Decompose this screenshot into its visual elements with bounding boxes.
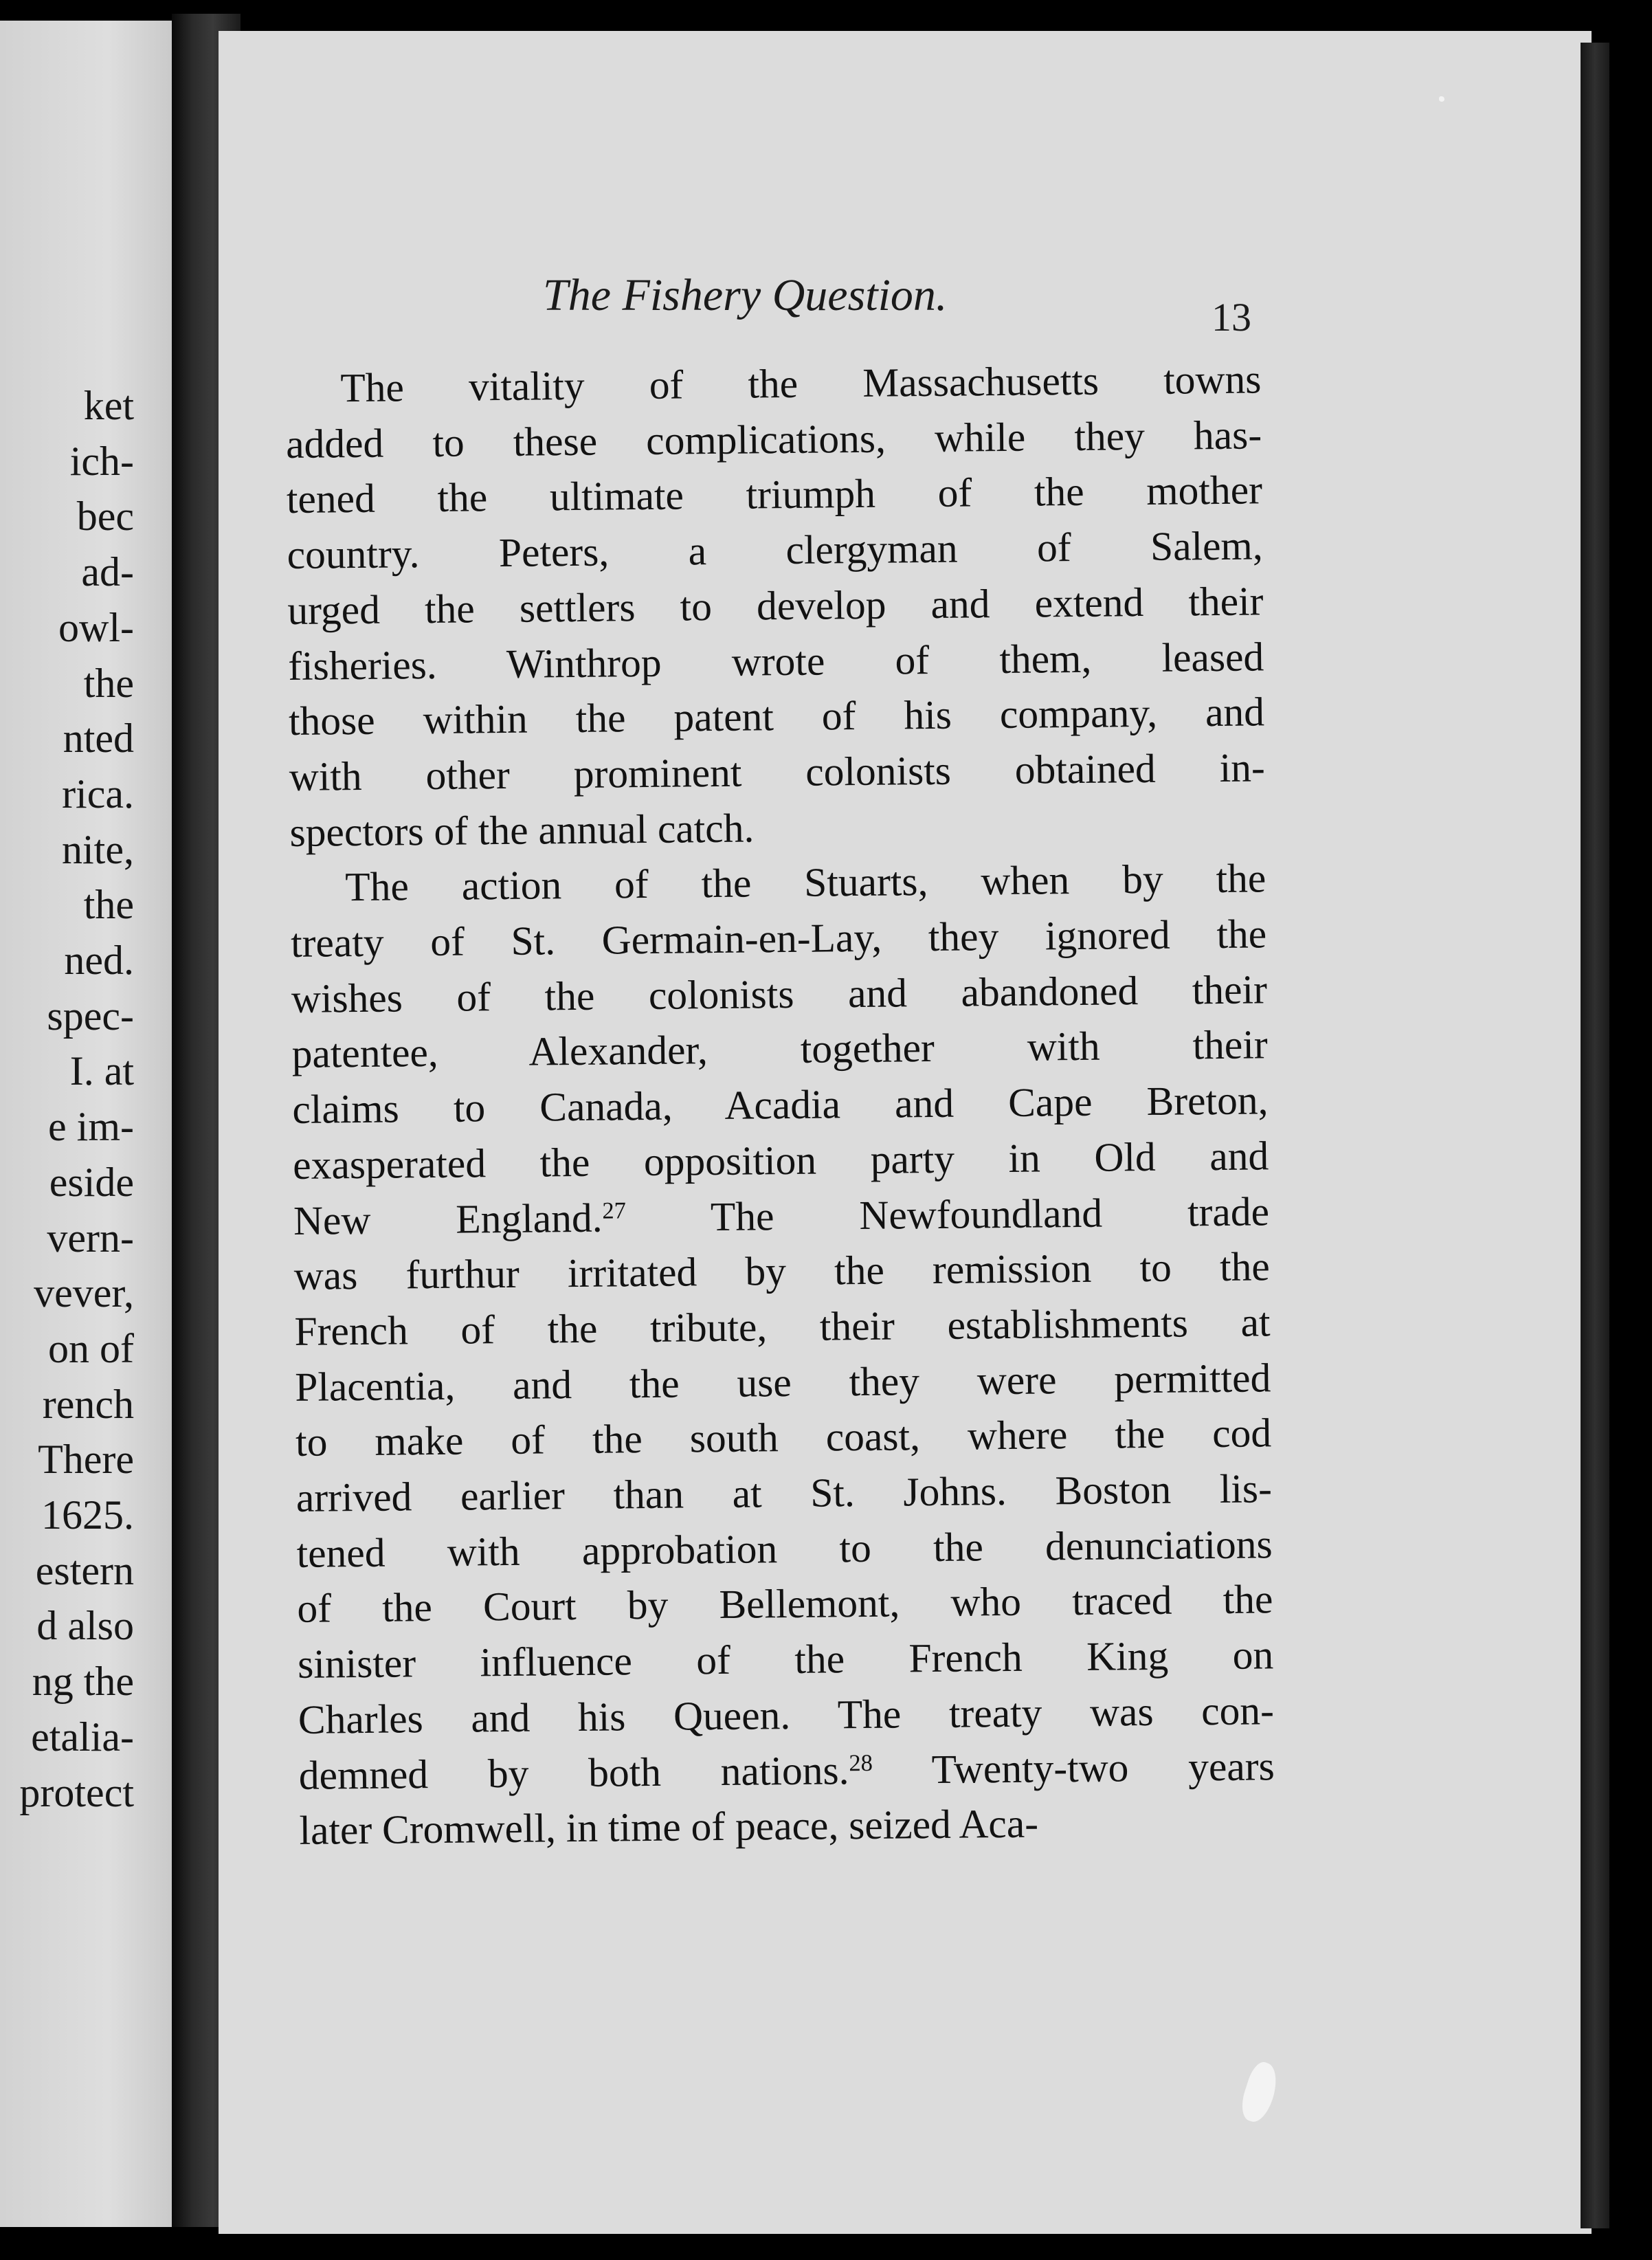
line-text: claims to Canada, Acadia and Cape Breton, <box>292 1077 1269 1133</box>
line-text: arrived earlier than at St. Johns. Boston lis- <box>295 1465 1273 1520</box>
line-text: of the Court by Bellemont, who traced the <box>297 1576 1273 1632</box>
line-text: fisheries. Winthrop wrote of them, leased <box>287 633 1264 689</box>
left-page-line: spec- <box>47 993 134 1039</box>
left-page-line: the <box>83 660 134 706</box>
left-page <box>0 21 180 2227</box>
left-page-line: nite, <box>62 826 134 872</box>
left-page-line: There <box>38 1437 134 1483</box>
left-page-line: owl- <box>58 604 134 650</box>
left-page-line: nted <box>63 716 134 762</box>
text-line <box>298 1627 1274 1692</box>
text-line <box>289 685 1265 749</box>
text-line <box>294 1294 1271 1359</box>
line-text: was furthur irritated by the remission to the <box>293 1243 1271 1299</box>
left-page-line: ket <box>83 383 134 428</box>
left-page-line: 1625. <box>41 1492 134 1538</box>
left-page-line: ich- <box>69 438 134 484</box>
text-line <box>293 1239 1270 1304</box>
left-page-line: rica. <box>62 771 134 817</box>
text-line <box>291 962 1268 1026</box>
text-line <box>290 851 1266 916</box>
text-line <box>299 1794 1275 1859</box>
left-page-line: ng the <box>32 1659 134 1705</box>
line-text: added to these complications, while they has- <box>285 412 1262 467</box>
line-text: Placentia, and the use they were permitted <box>295 1354 1271 1410</box>
line-text-continued: Twenty-two years <box>872 1742 1275 1793</box>
line-text: later Cromwell, in time of peace, seized Aca- <box>299 1800 1039 1854</box>
left-page-line: vever, <box>34 1270 134 1316</box>
text-line <box>287 463 1263 527</box>
text-line <box>289 740 1265 804</box>
line-text: demned by both nations. <box>298 1747 849 1798</box>
line-text: tened the ultimate triumph of the mother <box>286 467 1263 522</box>
page-edge <box>1581 43 1609 2228</box>
left-page-line: I. at <box>69 1048 134 1094</box>
line-text: treaty of St. Germain-en-Lay, they ignored the <box>290 911 1267 966</box>
line-text: patentee, Alexander, together with their <box>291 1021 1268 1077</box>
text-line <box>285 351 1262 416</box>
left-page-text <box>0 378 134 1820</box>
line-text: those within the patent of his company, and <box>288 689 1265 744</box>
line-text: French of the tribute, their establishments at <box>294 1299 1271 1354</box>
left-page-line: estern <box>35 1547 134 1593</box>
text-line <box>288 629 1264 694</box>
left-page-line: vern- <box>47 1215 134 1261</box>
text-line <box>291 906 1267 971</box>
line-text: sinister influence of the French King on <box>297 1632 1274 1687</box>
left-page-line: e im- <box>48 1104 134 1150</box>
line-text: with other prominent colonists obtained in- <box>289 744 1266 799</box>
line-text: to make of the south coast, where the cod <box>295 1410 1272 1465</box>
line-text: spectors of the annual catch. <box>289 805 755 855</box>
text-line <box>298 1738 1275 1803</box>
line-text: New England. <box>293 1195 603 1243</box>
left-page-line: the <box>83 882 134 928</box>
text-line <box>286 407 1262 472</box>
text-line <box>293 1184 1270 1248</box>
text-line <box>287 518 1263 582</box>
text-line <box>295 1350 1271 1415</box>
left-page-line: ned. <box>64 938 134 984</box>
left-page-line: bec <box>76 494 134 540</box>
line-text: tened with approbation to the denunciations <box>296 1521 1273 1576</box>
body-text <box>285 351 1275 1859</box>
line-text: The vitality of the Massachusetts towns <box>340 356 1262 411</box>
line-text-continued: The Newfoundland trade <box>625 1188 1270 1240</box>
line-text: wishes of the colonists and abandoned their <box>291 966 1268 1021</box>
text-line <box>296 1516 1273 1581</box>
text-line <box>292 1072 1269 1137</box>
text-line <box>295 1461 1272 1525</box>
page-number: 13 <box>1212 295 1251 340</box>
line-text: exasperated the opposition party in Old and <box>292 1133 1269 1188</box>
left-page-line: on of <box>48 1325 134 1371</box>
left-page-line: eside <box>49 1159 134 1205</box>
text-line <box>289 795 1266 860</box>
left-page-line: protect <box>19 1769 134 1815</box>
line-text: country. Peters, a clergyman of Salem, <box>287 522 1263 578</box>
text-line <box>295 1406 1272 1470</box>
left-page-line: d also <box>36 1603 134 1649</box>
text-line <box>287 573 1264 638</box>
text-line <box>291 1017 1268 1082</box>
text-line <box>298 1683 1275 1747</box>
line-text: The action of the Stuarts, when by the <box>345 855 1266 910</box>
footnote-ref: 27 <box>602 1197 627 1224</box>
text-line <box>297 1572 1273 1637</box>
line-text: Charles and his Queen. The treaty was con- <box>298 1687 1275 1742</box>
running-head: The Fishery Question. <box>543 270 948 320</box>
text-line <box>293 1128 1269 1193</box>
footnote-ref: 28 <box>849 1749 873 1776</box>
line-text: urged the settlers to develop and extend their <box>287 578 1264 633</box>
left-page-line: rench <box>42 1381 134 1427</box>
left-page-line: etalia- <box>31 1714 134 1760</box>
paper-speck <box>1439 96 1444 102</box>
left-page-line: ad- <box>81 549 134 595</box>
